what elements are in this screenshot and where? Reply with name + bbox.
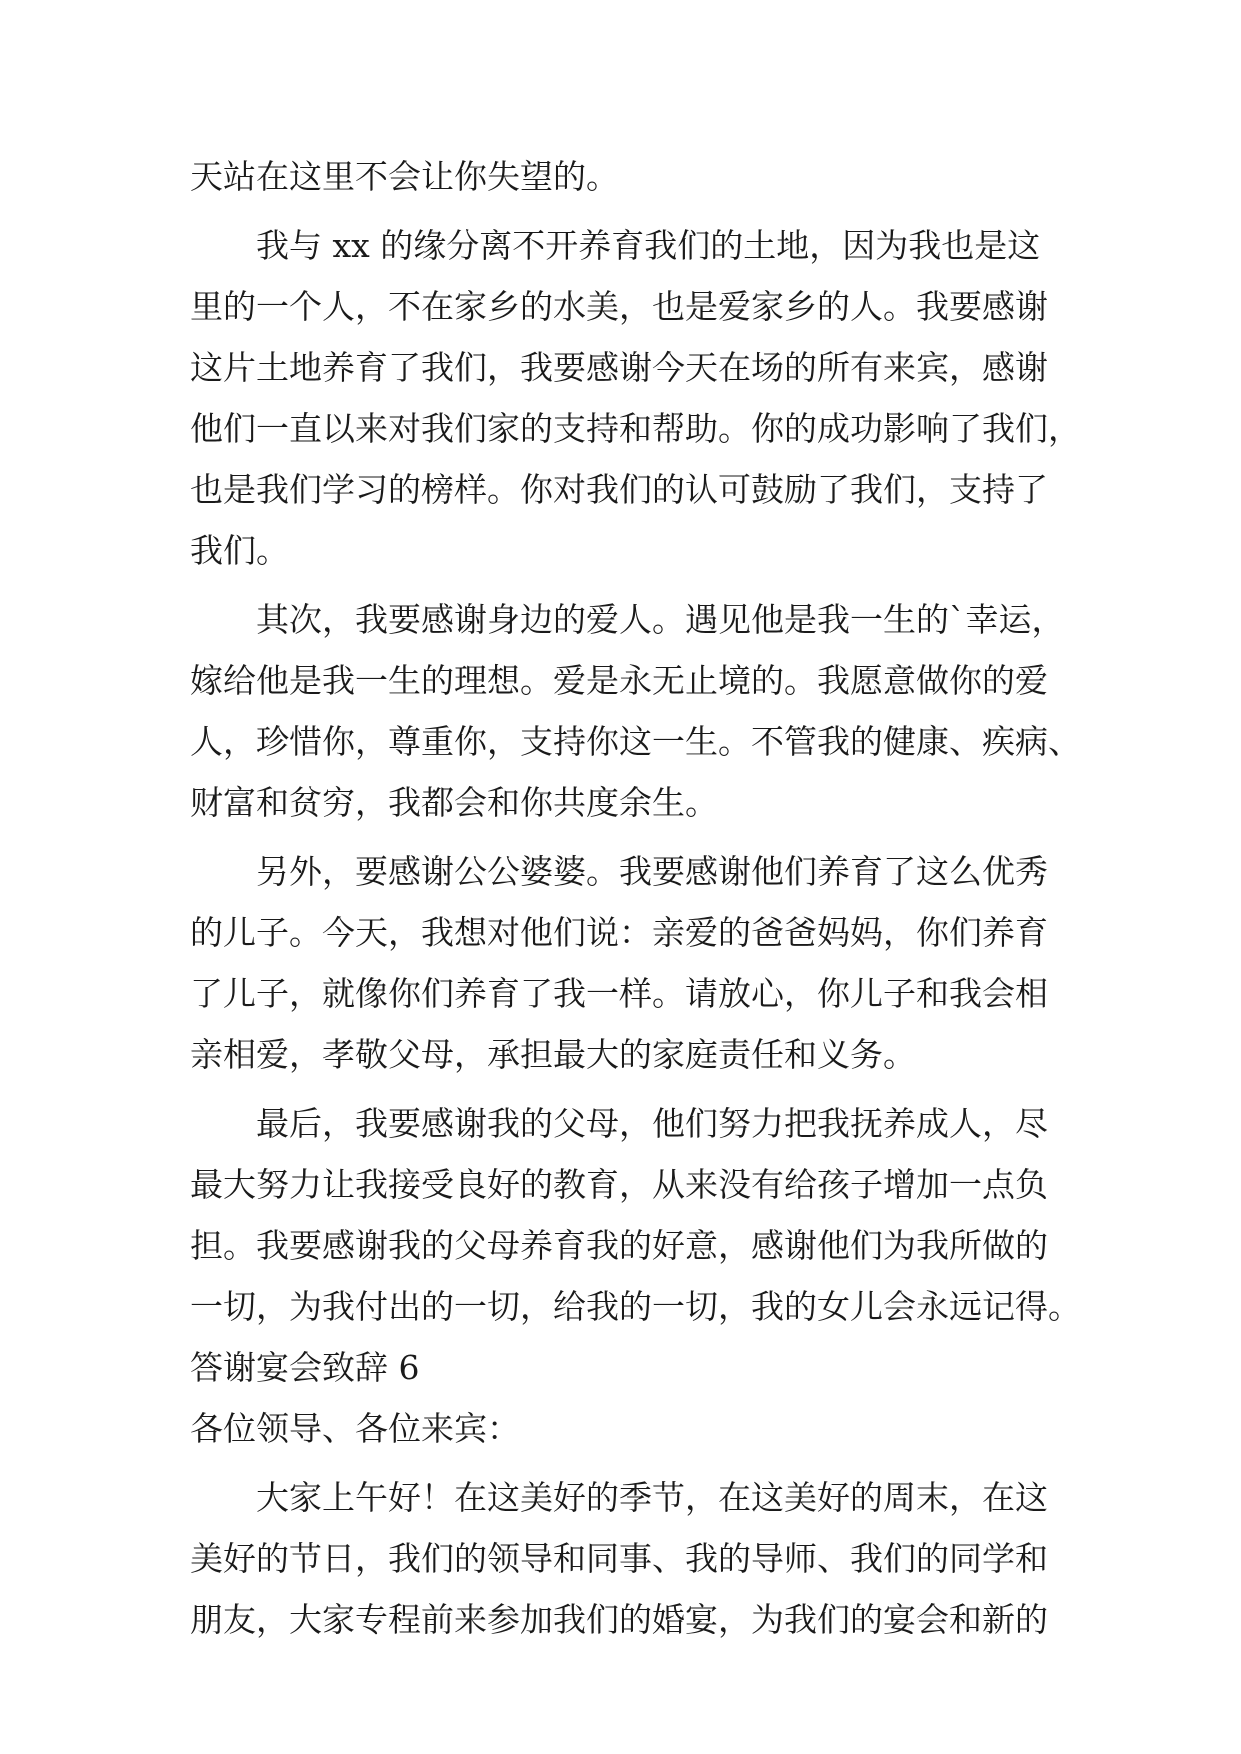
text-line: 里的一个人，不在家乡的水美，也是爱家乡的人。我要感谢 <box>190 287 1048 326</box>
text-line: 了儿子，就像你们养育了我一样。请放心，你儿子和我会相 <box>190 974 1048 1013</box>
text-line: 朋友，大家专程前来参加我们的婚宴，为我们的宴会和新的 <box>190 1600 1048 1639</box>
text-line: 也是我们学习的榜样。你对我们的认可鼓励了我们，支持了 <box>190 470 1048 509</box>
text-line: 最后，我要感谢我的父母，他们努力把我抚养成人，尽 <box>256 1104 1048 1143</box>
text-line: 的儿子。今天，我想对他们说：亲爱的爸爸妈妈，你们养育 <box>190 913 1048 952</box>
text-line: 我们。 <box>190 531 289 570</box>
text-line: 他们一直以来对我们家的支持和帮助。你的成功影响了我们， <box>190 409 1081 448</box>
text-line: 亲相爱，孝敬父母，承担最大的家庭责任和义务。 <box>190 1035 916 1074</box>
text-line: 人，珍惜你，尊重你，支持你这一生。不管我的健康、疾病、 <box>190 722 1081 761</box>
salutation: 各位领导、各位来宾： <box>190 1409 520 1448</box>
text-line: 另外，要感谢公公婆婆。我要感谢他们养育了这么优秀 <box>256 852 1048 891</box>
text-line: 最大努力让我接受良好的教育，从来没有给孩子增加一点负 <box>190 1165 1048 1204</box>
text-line: 财富和贫穷，我都会和你共度余生。 <box>190 783 718 822</box>
document-body <box>190 146 1081 1650</box>
text-line: 大家上午好！在这美好的季节，在这美好的周末，在这 <box>256 1478 1048 1517</box>
section-heading: 答谢宴会致辞 6 <box>190 1348 420 1387</box>
text-line: 担。我要感谢我的父母养育我的好意，感谢他们为我所做的 <box>190 1226 1048 1265</box>
text-line: 我与 xx 的缘分离不开养育我们的土地，因为我也是这 <box>256 226 1041 265</box>
text-line: 美好的节日，我们的领导和同事、我的导师、我们的同学和 <box>190 1539 1048 1578</box>
text-line: 这片土地养育了我们，我要感谢今天在场的所有来宾，感谢 <box>190 348 1048 387</box>
text-line: 天站在这里不会让你失望的。 <box>190 157 619 196</box>
text-line: 嫁给他是我一生的理想。爱是永无止境的。我愿意做你的爱 <box>190 661 1048 700</box>
text-line: 其次，我要感谢身边的爱人。遇见他是我一生的`幸运， <box>256 600 1065 639</box>
text-line: 一切，为我付出的一切，给我的一切，我的女儿会永远记得。 <box>190 1287 1081 1326</box>
